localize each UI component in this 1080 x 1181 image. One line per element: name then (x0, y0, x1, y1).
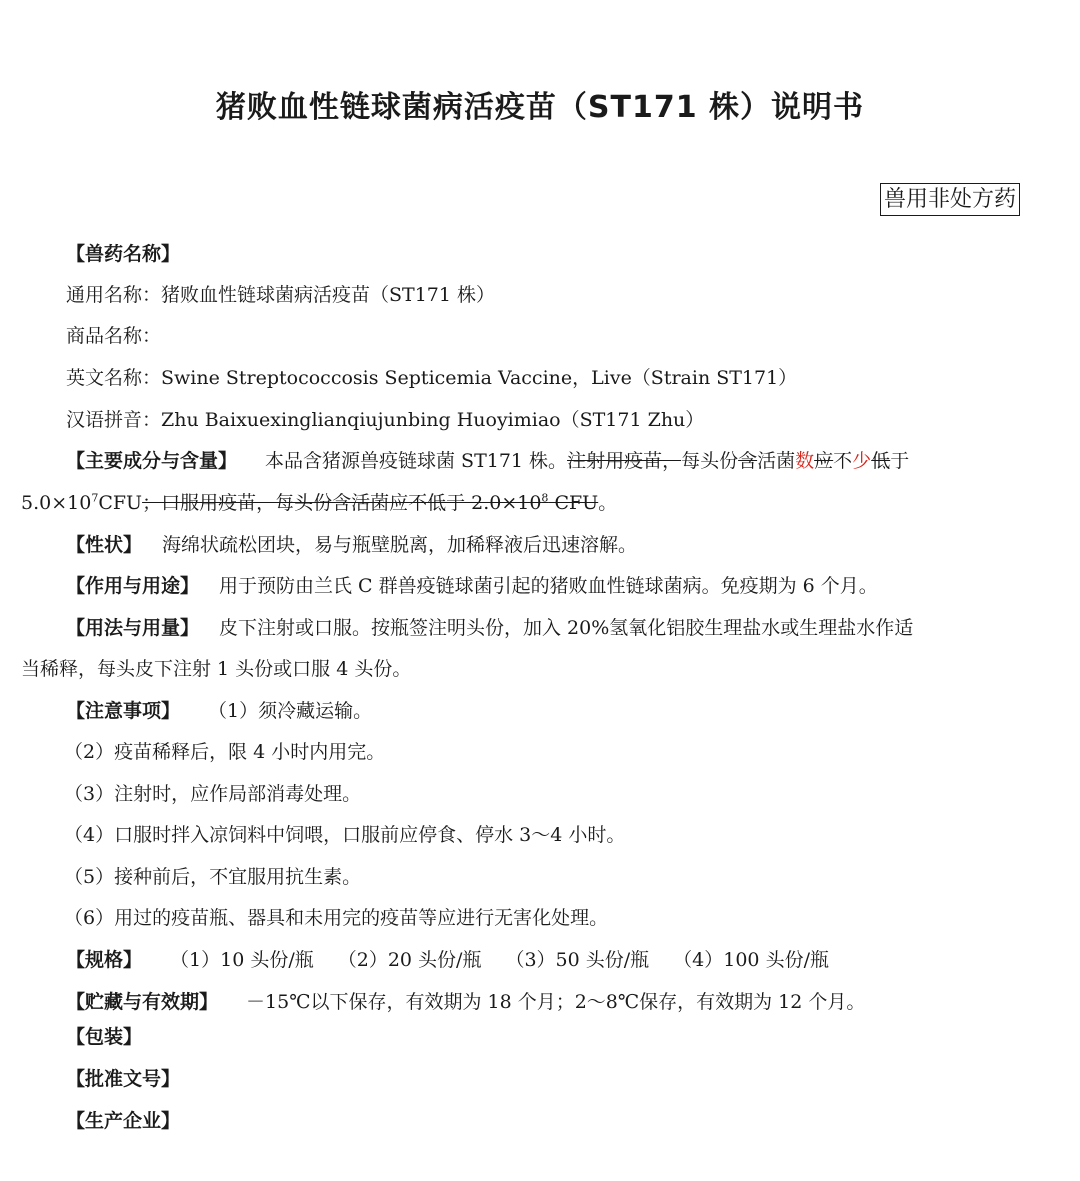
composition-line-1 (0, 445, 1080, 477)
packaging-line (0, 1021, 1080, 1053)
precautions-heading: 【注意事项】 (66, 700, 181, 722)
struck-oral-dose: ；口服用疫苗，每头份含活菌应不低于 2.0×10 (142, 492, 542, 514)
precaution-item: （3）注射时，应作局部消毒处理。 (64, 783, 362, 805)
composition-end: 。 (598, 492, 618, 514)
appearance-heading: 【性状】 (66, 534, 143, 556)
document-title: 猪败血性链球菌病活疫苗（ST171 株）说明书 (215, 90, 865, 125)
manufacturer-heading: 【生产企业】 (66, 1110, 181, 1132)
specs-line (0, 944, 1080, 976)
struck-text: 注射用疫苗， (567, 450, 682, 472)
vet-name-heading-line (0, 238, 1080, 270)
composition-text: 不 (833, 450, 853, 472)
composition-unit: CFU (98, 492, 143, 514)
composition-text: 于 (890, 450, 910, 472)
struck-text: 低 (871, 450, 891, 472)
precaution-item: （2）疫苗稀释后，限 4 小时内用完。 (64, 741, 386, 763)
dosage-line-1 (0, 612, 1080, 644)
usage-text: 用于预防由兰氏 C 群兽疫链球菌引起的猪败血性链球菌病。免疫期为 6 个月。 (219, 575, 878, 597)
composition-heading: 【主要成分与含量】 (66, 450, 238, 472)
spec-item: （4）100 头份/瓶 (673, 949, 829, 971)
inserted-text: 数 (795, 450, 815, 472)
specs-heading: 【规格】 (66, 949, 143, 971)
precaution-item: （5）接种前后，不宜服用抗生素。 (64, 866, 362, 888)
struck-text: 含 (738, 450, 758, 472)
storage-line (0, 986, 1080, 1018)
generic-name-line: 通用名称：猪败血性链球菌病活疫苗（ST171 株） (66, 284, 495, 306)
composition-text: 每头份 (681, 450, 739, 472)
composition-value: 5.0×10 (21, 492, 92, 514)
approval-line (0, 1063, 1080, 1095)
spec-item: （3）50 头份/瓶 (505, 949, 650, 971)
dosage-heading: 【用法与用量】 (66, 617, 200, 639)
dosage-line-2: 当稀释，每头皮下注射 1 头份或口服 4 头份。 (21, 658, 412, 680)
appearance-line (0, 529, 1080, 561)
inserted-text: 少 (852, 450, 872, 472)
spec-item: （1）10 头份/瓶 (170, 949, 314, 971)
vet-name-heading: 【兽药名称】 (66, 243, 181, 265)
struck-text (142, 492, 598, 514)
appearance-text: 海绵状疏松团块，易与瓶壁脱离，加稀释液后迅速溶解。 (162, 534, 638, 556)
english-name-line: 英文名称：Swine Streptococcosis Septicemia Vaccine，Live（Strain ST171） (66, 367, 798, 389)
struck-text: 应 (814, 450, 834, 472)
precaution-item: （4）口服时拌入凉饲料中饲喂，口服前应停食、停水 3～4 小时。 (64, 824, 626, 846)
struck-unit: CFU (548, 492, 599, 514)
approval-heading: 【批准文号】 (66, 1068, 181, 1090)
composition-exponent: 7 (91, 491, 99, 505)
dosage-text: 皮下注射或口服。按瓶签注明头份，加入 20%氢氧化铝胶生理盐水或生理盐水作适 (219, 617, 914, 639)
pinyin-name-line: 汉语拼音：Zhu Baixuexinglianqiujunbing Huoyimiao（ST171 Zhu） (66, 409, 705, 431)
usage-heading: 【作用与用途】 (66, 575, 200, 597)
storage-text: －15℃以下保存，有效期为 18 个月；2～8℃保存，有效期为 12 个月。 (246, 991, 866, 1013)
storage-heading: 【贮藏与有效期】 (66, 991, 219, 1013)
packaging-heading: 【包装】 (66, 1026, 143, 1048)
manufacturer-line (0, 1105, 1080, 1137)
composition-intro: 本品含猪源兽疫链球菌 ST171 株。 (265, 450, 568, 472)
composition-line-2 (0, 487, 1080, 519)
spec-item: （2）20 头份/瓶 (337, 949, 482, 971)
precaution-item: （1）须冷藏运输。 (208, 700, 373, 722)
composition-text: 活菌 (757, 450, 796, 472)
precaution-item: （6）用过的疫苗瓶、器具和未用完的疫苗等应进行无害化处理。 (64, 907, 609, 929)
usage-line (0, 570, 1080, 602)
precautions-line-1 (0, 695, 1080, 727)
otc-badge: 兽用非处方药 (880, 183, 1020, 216)
struck-exponent: 8 (541, 491, 549, 505)
trade-name-line: 商品名称： (66, 325, 162, 347)
